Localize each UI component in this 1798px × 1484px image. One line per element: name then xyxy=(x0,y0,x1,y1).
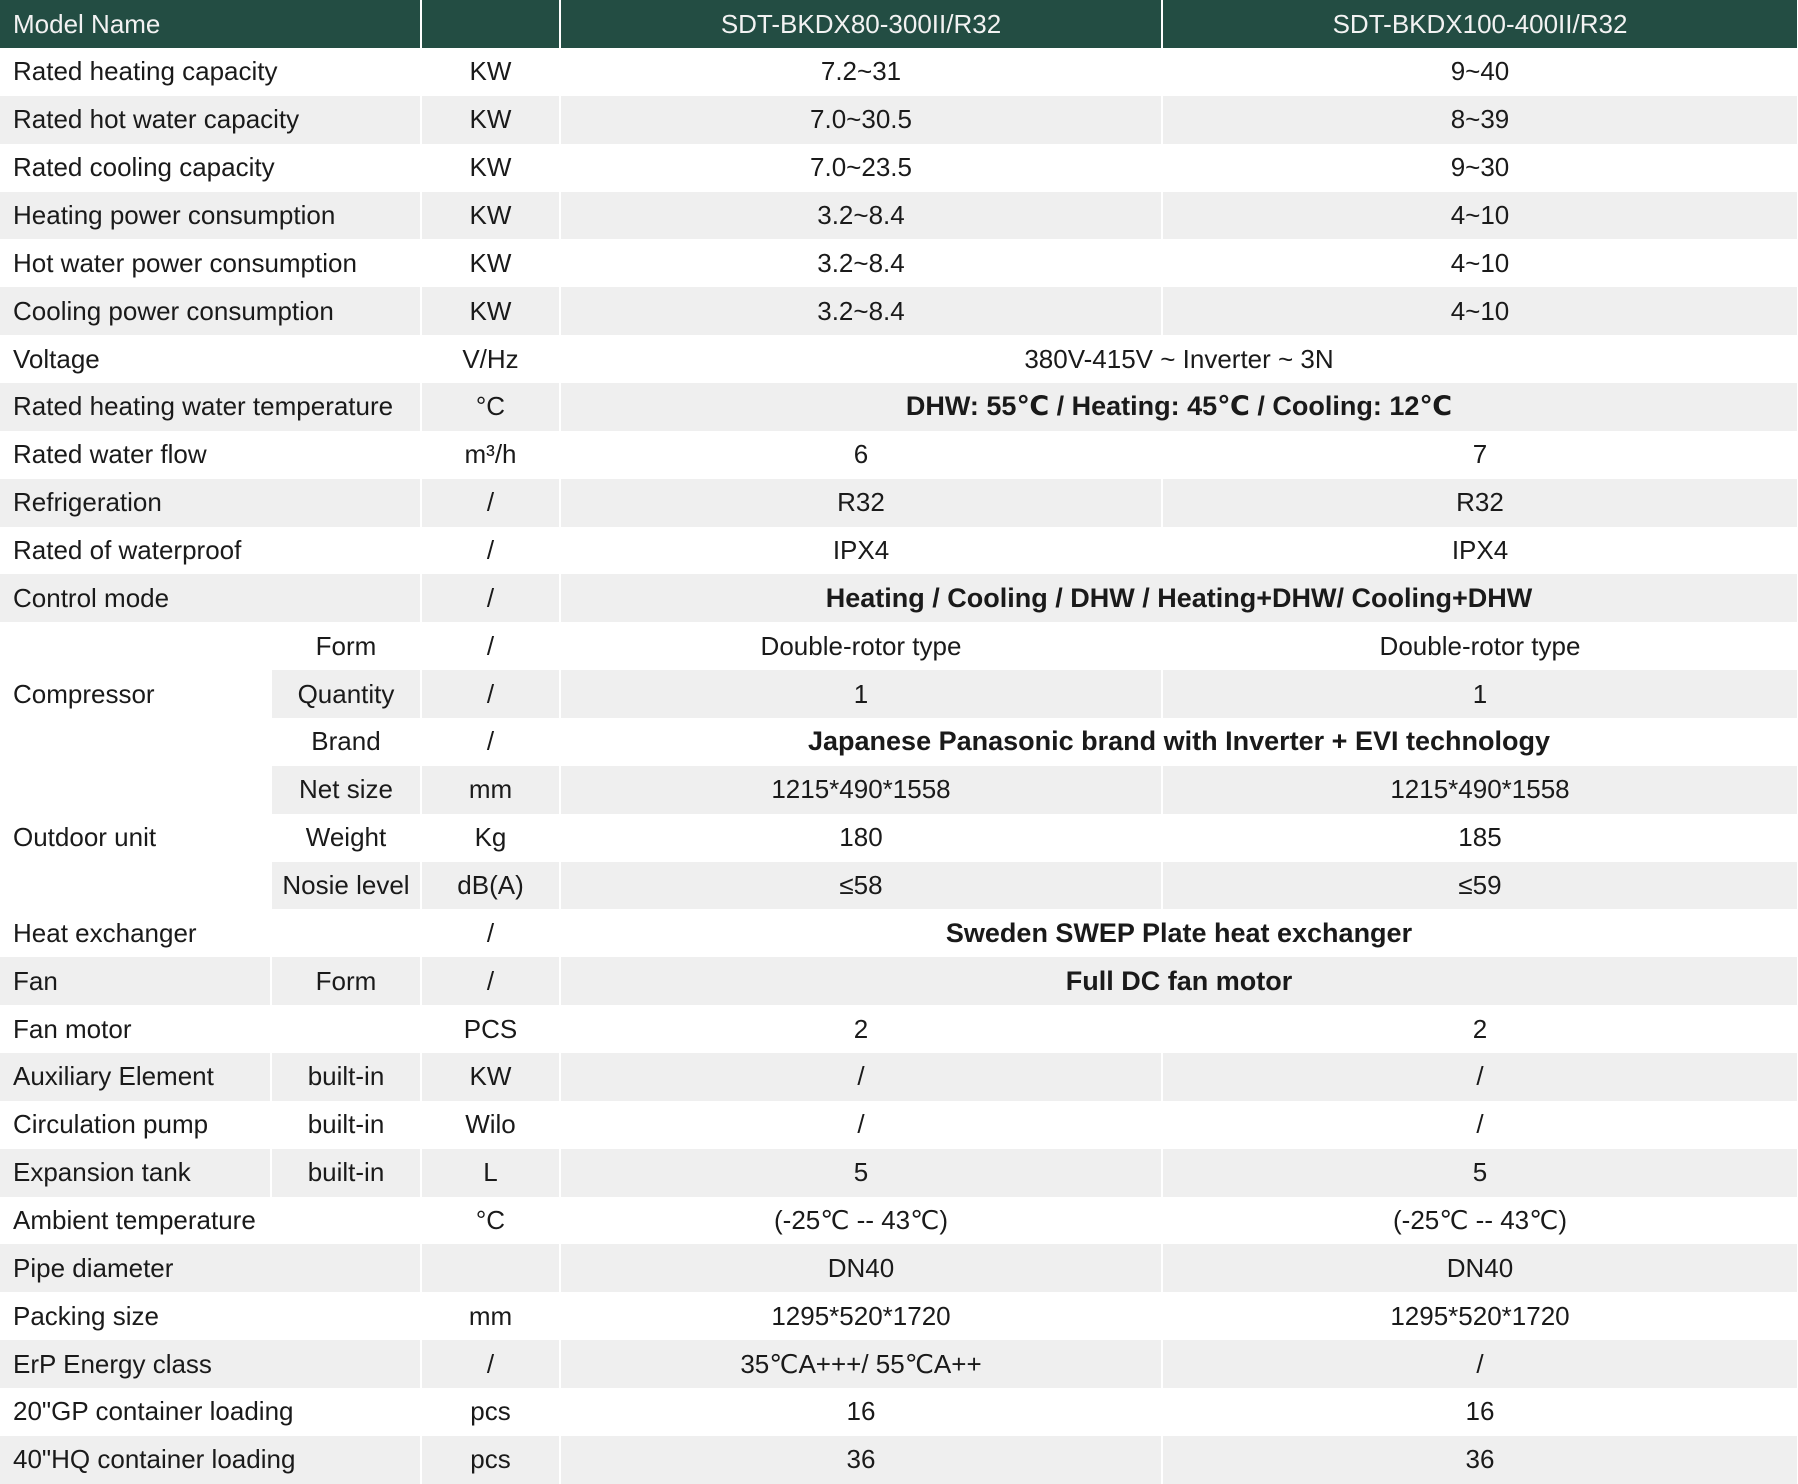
row-unit: V/Hz xyxy=(421,335,560,383)
table-row xyxy=(0,1053,1798,1101)
row-unit: mm xyxy=(421,1292,560,1340)
table-row xyxy=(0,1292,1798,1340)
row-value-b: / xyxy=(1162,1053,1798,1101)
row-value-shared: Heating / Cooling / DHW / Heating+DHW/ Cooling+DHW xyxy=(560,574,1798,622)
row-label: Voltage xyxy=(0,335,421,383)
row-value-b: 4~10 xyxy=(1162,287,1798,335)
row-label: ErP Energy class xyxy=(0,1340,421,1388)
row-unit: KW xyxy=(421,192,560,240)
row-value-b: 36 xyxy=(1162,1436,1798,1484)
row-value-a: 7.2~31 xyxy=(560,48,1162,96)
row-value-a: 1295*520*1720 xyxy=(560,1292,1162,1340)
row-label: Expansion tank xyxy=(0,1149,271,1197)
row-sublabel: built-in xyxy=(271,1149,421,1197)
row-label: Ambient temperature xyxy=(0,1197,421,1245)
row-unit: / xyxy=(421,670,560,718)
row-unit: KW xyxy=(421,1053,560,1101)
row-label: Refrigeration xyxy=(0,479,421,527)
row-sublabel: Quantity xyxy=(271,670,421,718)
table-row xyxy=(0,1340,1798,1388)
row-value-a: 2 xyxy=(560,1005,1162,1053)
row-sublabel: Brand xyxy=(271,718,421,766)
row-value-b: 9~40 xyxy=(1162,48,1798,96)
row-value-b: 4~10 xyxy=(1162,239,1798,287)
row-value-a: 7.0~30.5 xyxy=(560,96,1162,144)
table-row xyxy=(0,383,1798,431)
row-unit: / xyxy=(421,957,560,1005)
table-row xyxy=(0,1149,1798,1197)
row-unit: KW xyxy=(421,48,560,96)
row-unit: dB(A) xyxy=(421,862,560,910)
row-sublabel: Nosie level xyxy=(271,862,421,910)
row-value-b: 1215*490*1558 xyxy=(1162,766,1798,814)
header-model-name: Model Name xyxy=(0,0,421,48)
row-unit: KW xyxy=(421,287,560,335)
row-group-label: Outdoor unit xyxy=(0,766,271,910)
row-value-b: 5 xyxy=(1162,1149,1798,1197)
row-value-shared: Full DC fan motor xyxy=(560,957,1798,1005)
row-value-shared: Japanese Panasonic brand with Inverter + EVI technology xyxy=(560,718,1798,766)
row-unit: Kg xyxy=(421,814,560,862)
row-sublabel: Weight xyxy=(271,814,421,862)
table-row xyxy=(0,957,1798,1005)
table-row xyxy=(0,192,1798,240)
row-sublabel: Net size xyxy=(271,766,421,814)
row-unit: mm xyxy=(421,766,560,814)
row-label: Heating power consumption xyxy=(0,192,421,240)
row-unit xyxy=(421,1244,560,1292)
header-unit xyxy=(421,0,560,48)
row-sublabel: built-in xyxy=(271,1101,421,1149)
row-value-b: ≤59 xyxy=(1162,862,1798,910)
row-unit: pcs xyxy=(421,1388,560,1436)
table-row xyxy=(0,766,1798,814)
row-value-a: 3.2~8.4 xyxy=(560,239,1162,287)
row-label: Circulation pump xyxy=(0,1101,271,1149)
table-row xyxy=(0,622,1798,670)
row-label: 20"GP container loading xyxy=(0,1388,421,1436)
row-unit: / xyxy=(421,527,560,575)
row-unit: °C xyxy=(421,1197,560,1245)
row-value-b: 1295*520*1720 xyxy=(1162,1292,1798,1340)
row-value-a: 36 xyxy=(560,1436,1162,1484)
row-label: Rated heating capacity xyxy=(0,48,421,96)
table-row xyxy=(0,527,1798,575)
row-value-a: 35℃A+++/ 55℃A++ xyxy=(560,1340,1162,1388)
row-value-a: Double-rotor type xyxy=(560,622,1162,670)
row-label: Rated water flow xyxy=(0,431,421,479)
row-value-b: / xyxy=(1162,1101,1798,1149)
table-row xyxy=(0,1244,1798,1292)
row-unit: KW xyxy=(421,144,560,192)
row-unit: / xyxy=(421,574,560,622)
row-unit: / xyxy=(421,718,560,766)
row-label: Control mode xyxy=(0,574,421,622)
row-value-b: 9~30 xyxy=(1162,144,1798,192)
row-value-a: 180 xyxy=(560,814,1162,862)
row-value-a: / xyxy=(560,1101,1162,1149)
row-label: Packing size xyxy=(0,1292,421,1340)
row-sublabel: Form xyxy=(271,622,421,670)
row-value-shared: 380V-415V ~ Inverter ~ 3N xyxy=(560,335,1798,383)
row-value-a: 1215*490*1558 xyxy=(560,766,1162,814)
row-sublabel: Form xyxy=(271,957,421,1005)
row-value-shared: Sweden SWEP Plate heat exchanger xyxy=(560,909,1798,957)
row-value-a: 3.2~8.4 xyxy=(560,287,1162,335)
row-label: Pipe diameter xyxy=(0,1244,421,1292)
row-unit: L xyxy=(421,1149,560,1197)
row-unit: m³/h xyxy=(421,431,560,479)
row-value-a: 5 xyxy=(560,1149,1162,1197)
row-value-a: DN40 xyxy=(560,1244,1162,1292)
row-label: Heat exchanger xyxy=(0,909,421,957)
row-value-a: 7.0~23.5 xyxy=(560,144,1162,192)
table-row xyxy=(0,1436,1798,1484)
row-label: Rated hot water capacity xyxy=(0,96,421,144)
row-value-a: 6 xyxy=(560,431,1162,479)
table-row xyxy=(0,574,1798,622)
header-row xyxy=(0,0,1798,48)
row-label: Rated of waterproof xyxy=(0,527,421,575)
table-row xyxy=(0,1388,1798,1436)
row-unit: / xyxy=(421,479,560,527)
row-value-a: 1 xyxy=(560,670,1162,718)
row-unit: KW xyxy=(421,96,560,144)
row-label: Fan xyxy=(0,957,271,1005)
row-group-label: Compressor xyxy=(0,622,271,766)
row-label: Hot water power consumption xyxy=(0,239,421,287)
row-value-a: IPX4 xyxy=(560,527,1162,575)
row-value-a: 16 xyxy=(560,1388,1162,1436)
row-value-b: 8~39 xyxy=(1162,96,1798,144)
row-unit: KW xyxy=(421,239,560,287)
row-value-a: ≤58 xyxy=(560,862,1162,910)
row-sublabel: built-in xyxy=(271,1053,421,1101)
row-label: Fan motor xyxy=(0,1005,421,1053)
table-row xyxy=(0,48,1798,96)
row-unit: / xyxy=(421,622,560,670)
row-unit: / xyxy=(421,909,560,957)
row-value-shared: DHW: 55℃ / Heating: 45℃ / Cooling: 12℃ xyxy=(560,383,1798,431)
table-row xyxy=(0,1005,1798,1053)
table-row xyxy=(0,239,1798,287)
row-value-b: IPX4 xyxy=(1162,527,1798,575)
row-value-b: 7 xyxy=(1162,431,1798,479)
row-value-a: R32 xyxy=(560,479,1162,527)
row-value-b: 16 xyxy=(1162,1388,1798,1436)
row-unit: °C xyxy=(421,383,560,431)
row-label: Rated cooling capacity xyxy=(0,144,421,192)
table-row xyxy=(0,96,1798,144)
row-value-b: (-25℃ -- 43℃) xyxy=(1162,1197,1798,1245)
row-unit: Wilo xyxy=(421,1101,560,1149)
row-value-a: 3.2~8.4 xyxy=(560,192,1162,240)
row-value-b: Double-rotor type xyxy=(1162,622,1798,670)
table-row xyxy=(0,1101,1798,1149)
row-value-b: R32 xyxy=(1162,479,1798,527)
row-value-a: (-25℃ -- 43℃) xyxy=(560,1197,1162,1245)
table-row xyxy=(0,909,1798,957)
header-model-a: SDT-BKDX80-300II/R32 xyxy=(560,0,1162,48)
row-unit: PCS xyxy=(421,1005,560,1053)
row-value-b: 1 xyxy=(1162,670,1798,718)
table-row xyxy=(0,144,1798,192)
table-row xyxy=(0,479,1798,527)
row-value-a: / xyxy=(560,1053,1162,1101)
table-row xyxy=(0,287,1798,335)
row-unit: pcs xyxy=(421,1436,560,1484)
table-row xyxy=(0,335,1798,383)
row-label: Cooling power consumption xyxy=(0,287,421,335)
table-row xyxy=(0,1197,1798,1245)
row-value-b: 185 xyxy=(1162,814,1798,862)
header-model-b: SDT-BKDX100-400II/R32 xyxy=(1162,0,1798,48)
row-label: 40"HQ container loading xyxy=(0,1436,421,1484)
row-label: Rated heating water temperature xyxy=(0,383,421,431)
row-value-b: 2 xyxy=(1162,1005,1798,1053)
row-value-b: / xyxy=(1162,1340,1798,1388)
table-row xyxy=(0,431,1798,479)
row-label: Auxiliary Element xyxy=(0,1053,271,1101)
row-value-b: 4~10 xyxy=(1162,192,1798,240)
row-value-b: DN40 xyxy=(1162,1244,1798,1292)
row-unit: / xyxy=(421,1340,560,1388)
